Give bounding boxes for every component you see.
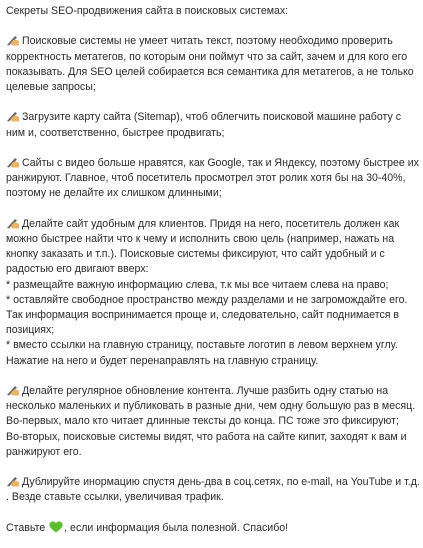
paragraph-gap xyxy=(6,19,420,34)
paragraph-gap xyxy=(6,460,420,475)
closing-text-after: , если информация была полезной. Спасибо! xyxy=(64,521,289,534)
tip-5-line-1 xyxy=(6,384,420,414)
tip-1-line-1 xyxy=(6,34,420,95)
tip-4-bullet-3: * вместо ссылки на главную страницу, поставьте логотип в левом верхнем углу. Нажатие на него и будет перенаправлять на главную страницу. xyxy=(6,339,398,367)
closing-line xyxy=(6,521,420,536)
tip-4-line-1 xyxy=(6,217,420,278)
tip-4-bullet-2: * оставляйте свободное пространство между разделами и не загромождайте его. Так информация воспринимается проще и, следовательно, сайт поднимается в позициях; xyxy=(6,293,408,337)
tip-text: Дублируйте инормацию спустя день-два в соц.сетях, по e-mail, на YouTube и т.д. . Везде ставьте ссылки, увеличивая трафик. xyxy=(6,476,420,504)
paragraph-gap xyxy=(6,202,420,217)
tip-6-line-1 xyxy=(6,475,420,505)
writing-hand-icon xyxy=(6,475,20,487)
tip-3 xyxy=(6,156,420,202)
tip-4-bullet-1: * размещайте важную информацию слева, т.к мы все читаем слева на право; xyxy=(6,278,389,291)
paragraph-gap xyxy=(6,95,420,110)
tip-text: Делайте сайт удобным для клиентов. Придя на него, посетитель должен как можно быстрее найти что к чему и исполнить свою цель (например, нажать на кнопку заказать и т.п.). Поисковые системы фиксируют, что сайт удобный и с радостью его двигают вверх: xyxy=(6,217,400,276)
writing-hand-icon xyxy=(6,110,20,122)
post-title: Секреты SEO-продвижения сайта в поисковых системах: xyxy=(6,5,289,17)
tip-5-line-3: Во-вторых, поисковые системы видят, что работа на сайте кипит, заходят к вам и ранжируют его. xyxy=(6,430,407,458)
post-body xyxy=(6,4,420,536)
tip-text: Делайте регулярное обновление контента. Лучше разбить одну статью на несколько маленьких и публиковать в разные дни, чем одну большую раз в месяц. xyxy=(6,385,416,413)
tip-text: Загрузите карту сайта (Sitemap), чтоб облегчить поисковой машине работу с ним и, соответственно, быстрее продвигать; xyxy=(6,111,402,139)
writing-hand-icon xyxy=(6,156,20,168)
tip-text: Поисковые системы не умеет читать текст, поэтому необходимо проверить корректность метатегов, по которым они поймут что за сайт, зачем и для кого его показывать. Для SEO целей собирается вся семантика для метатегов, а не только целевые запросы; xyxy=(6,35,414,93)
tip-5 xyxy=(6,384,420,460)
tip-4 xyxy=(6,217,420,369)
paragraph-gap xyxy=(6,369,420,384)
paragraph-gap xyxy=(6,141,420,156)
tip-5-line-2: Во-первых, мало кто читает длинные тексты до конца. ПС тоже это фиксируют; xyxy=(6,415,399,428)
writing-hand-icon xyxy=(6,217,20,229)
tip-text: Сайты с видео больше нравятся, как Google, так и Яндексу, поэтому быстрее их ранжируют. Главное, чтоб посетитель просмотрел этот ролик хотя бы на 30-40%, поэтому не делайте их слишком длинными; xyxy=(6,156,419,200)
writing-hand-icon xyxy=(6,384,20,396)
writing-hand-icon xyxy=(6,34,20,46)
green-heart-icon xyxy=(49,521,63,533)
tip-2-line-1 xyxy=(6,110,420,140)
closing-text-before: Ставьте xyxy=(6,521,49,534)
tip-6 xyxy=(6,475,420,505)
tip-3-line-1 xyxy=(6,156,420,202)
paragraph-gap xyxy=(6,506,420,521)
tip-1 xyxy=(6,34,420,95)
tip-2 xyxy=(6,110,420,140)
